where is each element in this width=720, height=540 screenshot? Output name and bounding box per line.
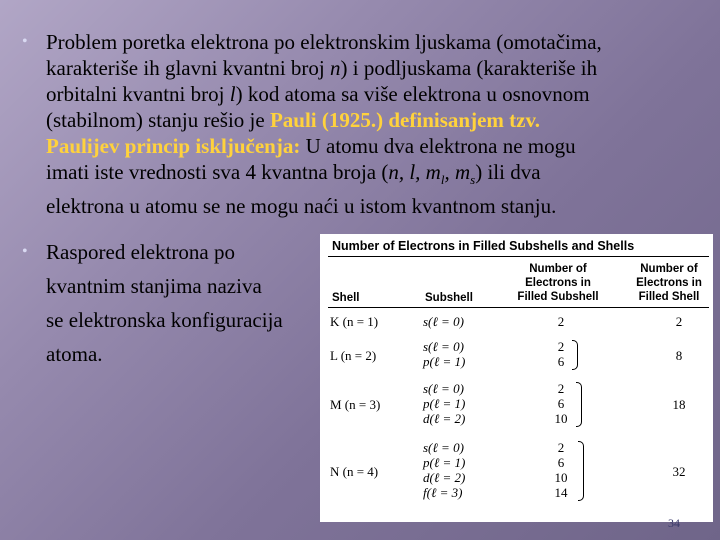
highlight-principle: Paulijev princip isključenja: xyxy=(46,134,301,158)
text-line: orbitalni kvantni broj xyxy=(46,82,230,106)
subshell-count: 6 xyxy=(557,455,565,470)
subshell-label: d(ℓ = 2) xyxy=(423,470,466,485)
subshell-count: 6 xyxy=(557,354,565,369)
header-line: Number of xyxy=(529,263,587,275)
shell-label: M (n = 3) xyxy=(330,397,381,412)
subshell-label: s(ℓ = 0) xyxy=(423,440,464,455)
bullet-configuration xyxy=(22,235,283,371)
page-number: 34 xyxy=(668,516,680,530)
subshell-label: p(ℓ = 1) xyxy=(423,354,466,369)
subshell-count: 10 xyxy=(554,411,568,426)
text-line: elektrona u atomu se ne mogu naći u istom kvantnom stanju. xyxy=(46,194,557,219)
header-line: Electrons in xyxy=(525,277,591,289)
header-line: Filled Shell xyxy=(638,291,700,303)
header-line: Number of xyxy=(640,263,698,275)
bullet-icon: • xyxy=(22,33,28,50)
brace xyxy=(576,382,582,427)
shell-label: K (n = 1) xyxy=(330,314,379,329)
subshell-count: 2 xyxy=(557,314,565,329)
header-filled-subshell xyxy=(513,262,603,304)
shell-total: 8 xyxy=(675,348,683,363)
bullet-pauli-principle xyxy=(22,29,712,219)
subshell-label: p(ℓ = 1) xyxy=(423,396,466,411)
shell-total: 18 xyxy=(672,397,686,412)
text-line: imati iste vrednosti sva 4 kvantna broja ( xyxy=(46,160,389,184)
quantum-ms: , m xyxy=(444,160,471,184)
text-line: ) kod atoma sa više elektrona u osnovnom xyxy=(235,82,590,106)
subshell-label: s(ℓ = 0) xyxy=(423,339,464,354)
header-shell: Shell xyxy=(332,292,360,304)
text-line: karakteriše ih glavni kvantni broj xyxy=(46,56,331,80)
symbol-n: n xyxy=(330,56,341,80)
header-filled-shell xyxy=(625,262,713,304)
text-line: atoma. xyxy=(46,342,103,366)
shell-label: N (n = 4) xyxy=(330,464,379,479)
symbol-l: l xyxy=(229,82,236,106)
table-rule-top xyxy=(328,256,709,257)
shell-total: 2 xyxy=(675,314,683,329)
shell-total: 32 xyxy=(672,464,686,479)
subshell-label: s(ℓ = 0) xyxy=(423,381,464,396)
text-line: Problem poretka elektrona po elektronskim ljuskama (omotačima, xyxy=(46,30,602,54)
text-line: (stabilnom) stanju rešio je xyxy=(46,108,270,132)
subshell-count: 14 xyxy=(554,485,568,500)
text-line: Raspored elektrona po xyxy=(46,240,235,264)
subshell-label: f(ℓ = 3) xyxy=(423,485,463,500)
bullet-icon: • xyxy=(22,243,28,260)
quantum-numbers: n, l, m xyxy=(388,160,441,184)
text-line: ) ili dva xyxy=(475,160,541,184)
subscript-s: s xyxy=(470,172,476,188)
subshell-count: 10 xyxy=(554,470,568,485)
text-line: U atomu dva elektrona ne mogu xyxy=(300,134,576,158)
shell-label: L (n = 2) xyxy=(330,348,377,363)
subshell-count: 6 xyxy=(557,396,565,411)
brace xyxy=(572,340,578,370)
subshell-count: 2 xyxy=(557,381,565,396)
subshell-label: s(ℓ = 0) xyxy=(423,314,464,329)
text-line: ) i podljuskama (karakteriše ih xyxy=(340,56,598,80)
electron-shell-table xyxy=(320,234,713,522)
header-line: Filled Subshell xyxy=(517,291,599,303)
table-title: Number of Electrons in Filled Subshells and Shells xyxy=(332,239,635,253)
header-subshell: Subshell xyxy=(425,292,473,304)
subshell-label: p(ℓ = 1) xyxy=(423,455,466,470)
header-line: Electrons in xyxy=(636,277,702,289)
text-line: se elektronska konfiguracija xyxy=(46,308,283,332)
highlight-pauli: Pauli (1925.) definisanjem tzv. xyxy=(269,108,541,132)
subshell-label: d(ℓ = 2) xyxy=(423,411,466,426)
subshell-count: 2 xyxy=(557,339,565,354)
table-rule-header xyxy=(328,307,709,308)
brace xyxy=(578,441,584,501)
text-line: kvantnim stanjima naziva xyxy=(46,274,262,298)
subshell-count: 2 xyxy=(557,440,565,455)
subscript-l: l xyxy=(440,172,445,188)
